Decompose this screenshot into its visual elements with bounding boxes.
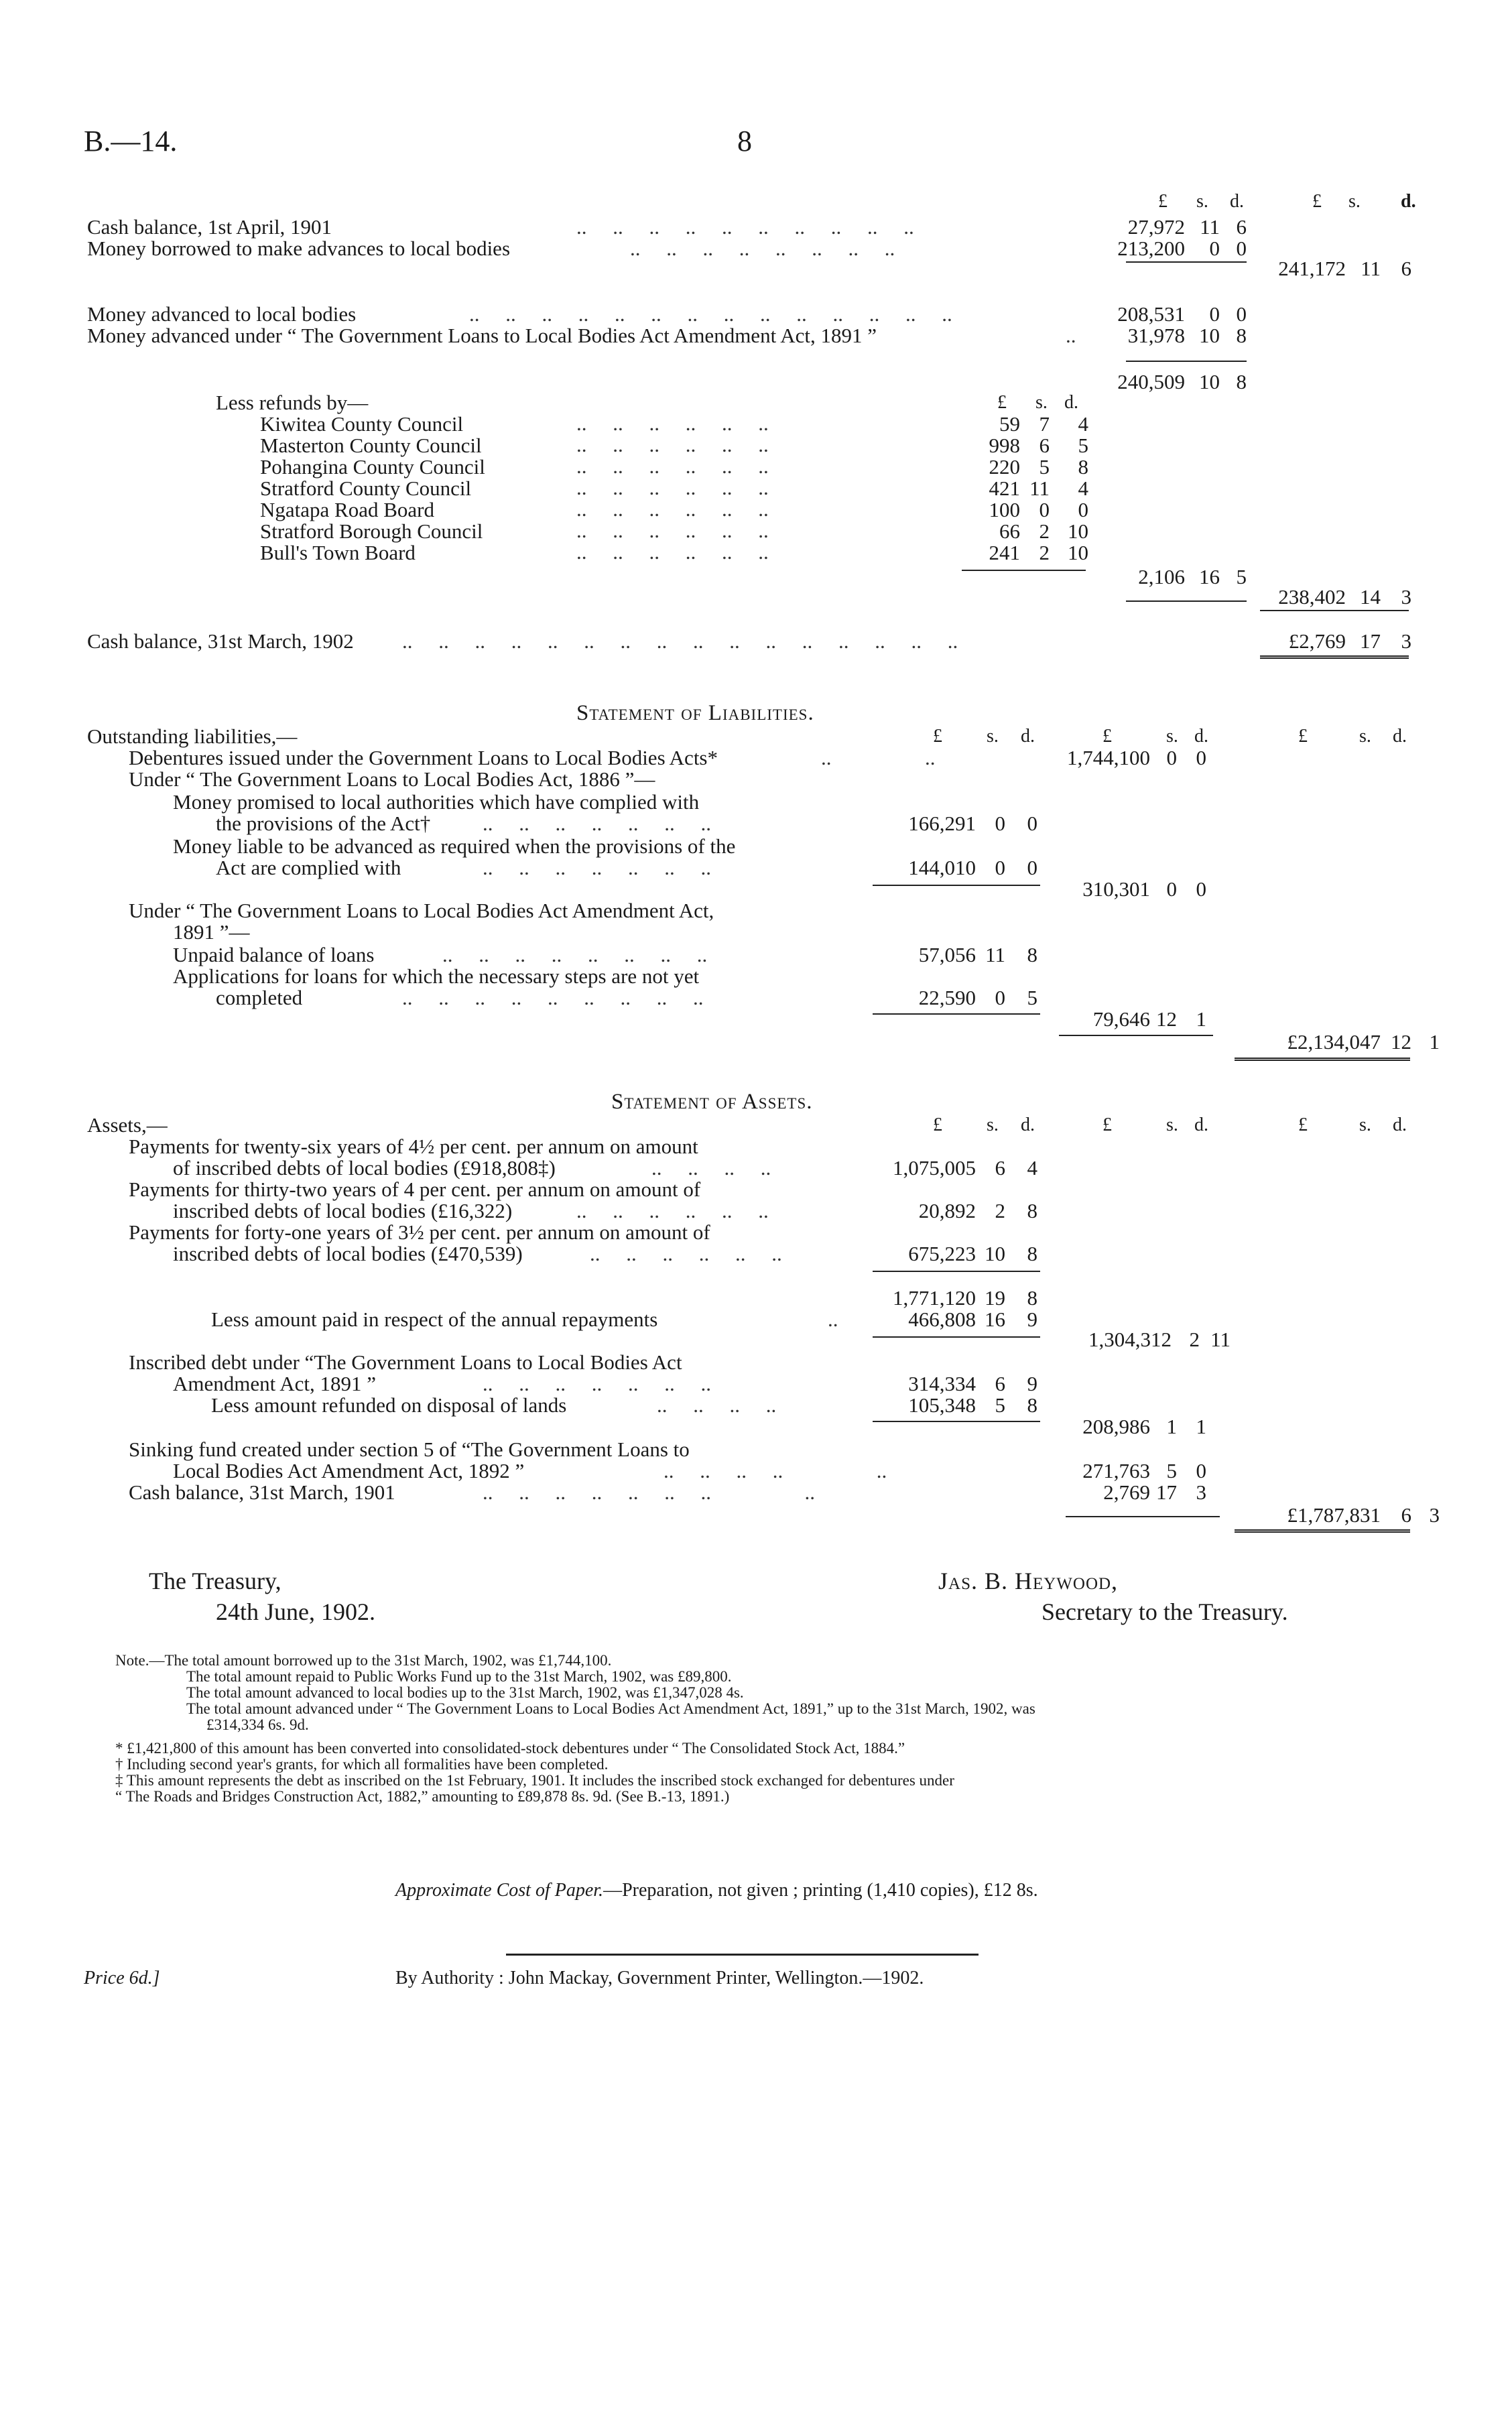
- refund-name: Bull's Town Board: [260, 541, 416, 564]
- sum-rule: [962, 570, 1086, 571]
- amount-shillings: 17: [1360, 629, 1381, 653]
- amount-pounds: 208,531: [1117, 302, 1185, 326]
- amount-shillings: 14: [1360, 585, 1381, 609]
- leader-dots: .. .. .. .. .. .. .. ..: [630, 237, 895, 260]
- col-pound: £: [997, 392, 1007, 413]
- col-pence-2: d.: [1401, 191, 1416, 212]
- payment-41yr-line1: Payments for forty-one years of 3½ per cent. per annum on amount of: [129, 1220, 710, 1244]
- amount-pence: 9: [1027, 1372, 1037, 1395]
- col-pence: d.: [1194, 726, 1208, 747]
- amount-shillings: 2: [1039, 519, 1050, 543]
- amount-shillings: 17: [1156, 1480, 1177, 1504]
- assets-intro: Assets,—: [87, 1113, 168, 1137]
- leader-dots: .. .. .. .. .. .. ..: [483, 812, 711, 835]
- amount-pence: 0: [1196, 1459, 1206, 1482]
- amount-pence: 0: [1196, 877, 1206, 901]
- amount-pence: 8: [1027, 1242, 1037, 1265]
- amount-pounds: 271,763: [1082, 1459, 1150, 1482]
- payment-41yr-line2: inscribed debts of local bodies (£470,539): [173, 1242, 523, 1265]
- leader-dots: .. ..: [821, 746, 936, 769]
- amount-pounds: 421: [989, 477, 1020, 500]
- amount-pence: 3: [1196, 1480, 1206, 1504]
- total-rule: [1235, 1529, 1410, 1533]
- col-pound: £: [933, 726, 942, 747]
- cash-balance-label: Cash balance, 31st March, 1901: [129, 1480, 395, 1504]
- amount-shillings: 2: [1189, 1328, 1200, 1351]
- amount-pounds: 100: [989, 498, 1020, 521]
- amount-pence: 1: [1196, 1007, 1206, 1031]
- leader-dots: ..: [828, 1308, 838, 1331]
- signatory-name: Jas. B. Heywood,: [938, 1568, 1119, 1594]
- promised-label-line1: Money promised to local authorities which have complied with: [173, 790, 700, 814]
- amount-pounds: 20,892: [918, 1199, 976, 1222]
- col-shilling: s.: [1166, 1115, 1178, 1135]
- act-1891-heading-line1: Under “ The Government Loans to Local Bodies Act Amendment Act,: [129, 899, 714, 922]
- liable-label-line2: Act are complied with: [216, 856, 401, 879]
- amount-pounds: 144,010: [908, 856, 976, 879]
- leader-dots: .. .. .. .. .. ..: [576, 1199, 769, 1222]
- leader-dots: ..: [1066, 324, 1076, 347]
- amount-pounds: 2,106: [1138, 565, 1185, 588]
- amount-shillings: 11: [985, 943, 1005, 966]
- amount-pounds: 105,348: [908, 1393, 976, 1417]
- amount-pence: 8: [1027, 1393, 1037, 1417]
- amount-pounds: 208,986: [1082, 1415, 1150, 1438]
- sum-rule: [1126, 261, 1247, 263]
- debentures-label: Debentures issued under the Government Loans to Local Bodies Acts*: [129, 746, 718, 769]
- refund-name: Ngatapa Road Board: [260, 498, 434, 521]
- cash-row-label: Cash balance, 1st April, 1901: [87, 215, 332, 239]
- footnote-line: * £1,421,800 of this amount has been converted into consolidated-stock debentures under “ The Consolidated Stock Act, 1884.”: [115, 1740, 905, 1757]
- refund-name: Stratford Borough Council: [260, 519, 483, 543]
- col-shilling: s.: [987, 1115, 999, 1135]
- act-1886-heading: Under “ The Government Loans to Local Bodies Act, 1886 ”—: [129, 767, 655, 791]
- amount-shillings: 10: [1199, 324, 1220, 347]
- less-repayments-label: Less amount paid in respect of the annual repayments: [211, 1308, 658, 1331]
- amount-shillings: 12: [1391, 1030, 1411, 1054]
- leader-dots: .. .. .. .. .. .. .. .. .. ..: [576, 215, 914, 239]
- amount-pence: 1: [1196, 1415, 1206, 1438]
- promised-label-line2: the provisions of the Act†: [216, 812, 431, 835]
- amount-pence: 3: [1401, 629, 1411, 653]
- amount-shillings: 5: [995, 1393, 1005, 1417]
- amount-pounds: 31,978: [1127, 324, 1185, 347]
- amount-pence: 5: [1236, 565, 1247, 588]
- amount-pence: 4: [1027, 1156, 1037, 1180]
- refund-name: Kiwitea County Council: [260, 412, 464, 436]
- col-pence: d.: [1021, 1115, 1035, 1135]
- amount-shillings: 11: [1029, 477, 1050, 500]
- refund-name: Pohangina County Council: [260, 455, 485, 479]
- col-shilling: s.: [1166, 726, 1178, 747]
- cash-row-label: Money advanced to local bodies: [87, 302, 357, 326]
- amount-shillings: 5: [1166, 1459, 1177, 1482]
- footnote-line: † Including second year's grants, for which all formalities have been completed.: [115, 1756, 609, 1773]
- leader-dots: .. .. .. ..: [651, 1156, 771, 1180]
- payment-32yr-line2: inscribed debts of local bodies (£16,322): [173, 1199, 513, 1222]
- amount-shillings: 16: [1199, 565, 1220, 588]
- act-1891-heading-line2: 1891 ”—: [173, 920, 250, 944]
- amount-pence: 0: [1236, 237, 1247, 260]
- refunds-title: Less refunds by—: [216, 391, 369, 414]
- note-line: The total amount advanced to local bodies up to the 31st March, 1902, was £1,347,028 4s.: [186, 1684, 744, 1701]
- amount-pence: 8: [1236, 324, 1247, 347]
- amount-shillings: 6: [1401, 1503, 1411, 1527]
- amount-pence: 10: [1068, 541, 1088, 564]
- amount-pence: 8: [1027, 1199, 1037, 1222]
- amount-shillings: 5: [1039, 455, 1050, 479]
- sum-rule: [873, 885, 1040, 886]
- col-shilling-2: s.: [1348, 191, 1361, 212]
- refunded-label: Less amount refunded on disposal of lands: [211, 1393, 567, 1417]
- amount-pounds: 66: [999, 519, 1020, 543]
- amount-pounds: 2,769: [1103, 1480, 1150, 1504]
- col-pound: £: [1102, 1115, 1112, 1135]
- printer-authority: By Authority : John Mackay, Government Printer, Wellington.—1902.: [395, 1968, 924, 1988]
- col-pound: £: [1298, 726, 1308, 747]
- amount-pounds: £1,787,831: [1287, 1503, 1381, 1527]
- payment-32yr-line1: Payments for thirty-two years of 4 per cent. per annum on amount of: [129, 1178, 701, 1201]
- leader-dots: .. .. .. .. ..: [664, 1459, 887, 1482]
- amount-shillings: 19: [985, 1286, 1005, 1310]
- price: Price 6d.]: [84, 1968, 160, 1988]
- liable-label-line1: Money liable to be advanced as required when the provisions of the: [173, 834, 736, 858]
- refund-name: Masterton County Council: [260, 434, 482, 457]
- amount-pounds: 213,200: [1117, 237, 1185, 260]
- amount-shillings: 0: [1209, 302, 1220, 326]
- amount-pounds: 1,075,005: [893, 1156, 976, 1180]
- sum-rule: [873, 1271, 1040, 1272]
- amount-pence: 0: [1078, 498, 1088, 521]
- amount-shillings: 2: [995, 1199, 1005, 1222]
- col-shilling: s.: [1359, 726, 1371, 747]
- leader-dots: .. .. .. ..: [657, 1393, 777, 1417]
- sum-rule: [1066, 1516, 1220, 1517]
- col-pence: d.: [1021, 726, 1035, 747]
- amount-pounds: 238,402: [1278, 585, 1346, 609]
- amount-pence: 9: [1027, 1308, 1037, 1331]
- amount-shillings: 7: [1039, 412, 1050, 436]
- col-pence-1: d.: [1230, 191, 1244, 212]
- col-pence: d.: [1393, 726, 1407, 747]
- cost-of-paper-text: —Preparation, not given ; printing (1,410 copies), £12 8s.: [603, 1880, 1038, 1901]
- amount-shillings: 2: [1039, 541, 1050, 564]
- leader-dots: .. .. .. .. .. .. .. .. .. .. .. .. .. ..: [469, 302, 952, 326]
- amount-shillings: 11: [1200, 215, 1220, 239]
- leader-dots: .. .. .. .. .. ..: [590, 1242, 782, 1265]
- amount-pence: 10: [1068, 519, 1088, 543]
- amount-pounds: 27,972: [1127, 215, 1185, 239]
- inscribed-debt-line1: Inscribed debt under “The Government Loans to Local Bodies Act: [129, 1350, 682, 1374]
- leader-dots: .. .. .. .. .. .. .. ..: [442, 943, 708, 966]
- col-pound-2: £: [1312, 191, 1322, 212]
- amount-pence: 0: [1027, 856, 1037, 879]
- amount-pence: 0: [1027, 812, 1037, 835]
- note-line: Note.—The total amount borrowed up to the 31st March, 1902, was £1,744,100.: [115, 1652, 612, 1669]
- liabilities-title: Statement of Liabilities.: [576, 701, 814, 725]
- amount-pounds: 998: [989, 434, 1020, 457]
- signoff-place: The Treasury,: [149, 1568, 281, 1594]
- amount-pence: 5: [1027, 986, 1037, 1009]
- applications-label-line2: completed: [216, 986, 303, 1009]
- footnote-line: “ The Roads and Bridges Construction Act, 1882,” amounting to £89,878 8s. 9d. (See B.-13, 1891.): [115, 1788, 730, 1805]
- amount-shillings: 10: [985, 1242, 1005, 1265]
- amount-pence: 3: [1401, 585, 1411, 609]
- sinking-fund-line1: Sinking fund created under section 5 of “The Government Loans to: [129, 1438, 690, 1461]
- sum-rule: [873, 1013, 1040, 1015]
- col-pound-1: £: [1158, 191, 1168, 212]
- amount-pounds: 1,744,100: [1067, 746, 1150, 769]
- amount-pence: 8: [1078, 455, 1088, 479]
- col-pence: d.: [1393, 1115, 1407, 1135]
- col-pence: d.: [1064, 392, 1078, 413]
- amount-pounds: 220: [989, 455, 1020, 479]
- refund-name: Stratford County Council: [260, 477, 472, 500]
- amount-pence: 6: [1236, 215, 1247, 239]
- amount-pounds: 241: [989, 541, 1020, 564]
- amount-pounds: 314,334: [908, 1372, 976, 1395]
- amount-shillings: 0: [1166, 877, 1177, 901]
- footnote-line: ‡ This amount represents the debt as inscribed on the 1st February, 1901. It includes the inscribed stock exchanged for debentures under: [115, 1772, 954, 1789]
- document-reference: B.—14.: [84, 125, 178, 157]
- amount-shillings: 0: [995, 986, 1005, 1009]
- cash-row-label: Money advanced under “ The Government Loans to Local Bodies Act Amendment Act, 1891 ”: [87, 324, 877, 347]
- amount-pounds: 1,771,120: [893, 1286, 976, 1310]
- amount-pence: 0: [1236, 302, 1247, 326]
- note-line: The total amount advanced under “ The Government Loans to Local Bodies Act Amendment Act, 1891,” up to the 31st March, 1902, was: [186, 1700, 1035, 1717]
- cash-row-label: Money borrowed to make advances to local bodies: [87, 237, 511, 260]
- amount-shillings: 0: [995, 812, 1005, 835]
- signatory-title: Secretary to the Treasury.: [1042, 1598, 1288, 1625]
- note-line: £314,334 6s. 9d.: [206, 1716, 309, 1733]
- amount-pounds: 22,590: [918, 986, 976, 1009]
- col-pound: £: [933, 1115, 942, 1135]
- amount-pounds: 79,646: [1092, 1007, 1150, 1031]
- signoff-date: 24th June, 1902.: [216, 1598, 375, 1625]
- sum-rule: [873, 1421, 1040, 1422]
- amount-shillings: 11: [1361, 257, 1381, 280]
- amount-pence: 8: [1027, 1286, 1037, 1310]
- amount-pounds: 166,291: [908, 812, 976, 835]
- amount-shillings: 6: [995, 1372, 1005, 1395]
- assets-title: Statement of Assets.: [611, 1090, 813, 1114]
- amount-pence: 5: [1078, 434, 1088, 457]
- amount-shillings: 1: [1166, 1415, 1177, 1438]
- amount-shillings: 0: [1039, 498, 1050, 521]
- sum-rule: [873, 1336, 1040, 1338]
- amount-pounds: 310,301: [1082, 877, 1150, 901]
- amount-shillings: 0: [995, 856, 1005, 879]
- payment-26yr-line2: of inscribed debts of local bodies (£918,808‡): [173, 1156, 556, 1180]
- leader-dots: .. .. .. .. .. .. .. .. .. .. .. .. .. .. .. ..: [402, 629, 958, 653]
- amount-pounds: 466,808: [908, 1308, 976, 1331]
- col-shilling: s.: [1359, 1115, 1371, 1135]
- liabilities-intro: Outstanding liabilities,—: [87, 724, 298, 748]
- amount-pence: 8: [1027, 943, 1037, 966]
- amount-shillings: 6: [1039, 434, 1050, 457]
- leader-dots: .. .. .. .. .. .. .. .. .. .. .. .. .. .. .. .. .. .. .. .. .. .. .. .. .. .. .. .. .. .. .. .. .. .. .. .. .. .. .. .. .. ..: [576, 411, 769, 564]
- col-pound: £: [1298, 1115, 1308, 1135]
- payment-26yr-line1: Payments for twenty-six years of 4½ per cent. per annum on amount: [129, 1135, 698, 1158]
- cost-of-paper: [395, 1880, 1038, 1901]
- amount-pounds: 57,056: [918, 943, 976, 966]
- leader-dots: .. .. .. .. .. .. ..: [483, 856, 711, 879]
- col-pound: £: [1102, 726, 1112, 747]
- amount-pence: 8: [1236, 370, 1247, 393]
- col-shilling-1: s.: [1196, 191, 1208, 212]
- sum-rule: [1059, 1035, 1213, 1036]
- sum-rule: [1126, 361, 1247, 362]
- amount-shillings: 0: [1209, 237, 1220, 260]
- amount-pence: 1: [1429, 1030, 1440, 1054]
- amount-pounds: 59: [999, 412, 1020, 436]
- amount-pounds: 240,509: [1117, 370, 1185, 393]
- cost-of-paper-label: Approximate Cost of Paper.: [395, 1880, 604, 1901]
- amount-pence: 6: [1401, 257, 1411, 280]
- amount-pounds: 675,223: [908, 1242, 976, 1265]
- col-shilling: s.: [987, 726, 999, 747]
- amount-shillings: 16: [985, 1308, 1005, 1331]
- leader-dots: .. .. .. .. .. .. ..: [483, 1372, 711, 1395]
- sinking-fund-line2: Local Bodies Act Amendment Act, 1892 ”: [173, 1459, 525, 1482]
- total-rule: [1260, 655, 1409, 659]
- amount-pounds: 1,304,312: [1088, 1328, 1172, 1351]
- leader-dots: .. .. .. .. .. .. .. ..: [483, 1480, 815, 1504]
- col-pence: d.: [1194, 1115, 1208, 1135]
- inscribed-debt-line2: Amendment Act, 1891 ”: [173, 1372, 377, 1395]
- amount-shillings: 6: [995, 1156, 1005, 1180]
- amount-pence: 4: [1078, 412, 1088, 436]
- unpaid-label: Unpaid balance of loans: [173, 943, 375, 966]
- amount-pounds: £2,134,047: [1287, 1030, 1381, 1054]
- amount-shillings: 12: [1156, 1007, 1177, 1031]
- note-line: The total amount repaid to Public Works Fund up to the 31st March, 1902, was £89,800.: [186, 1668, 732, 1685]
- amount-pence: 4: [1078, 477, 1088, 500]
- page-number: 8: [737, 125, 752, 157]
- sum-rule: [1260, 610, 1409, 611]
- col-shilling: s.: [1035, 392, 1048, 413]
- applications-label-line1: Applications for loans for which the necessary steps are not yet: [173, 964, 700, 988]
- amount-pence: 3: [1429, 1503, 1440, 1527]
- sum-rule: [1126, 600, 1247, 602]
- amount-pounds: £2,769: [1288, 629, 1346, 653]
- amount-pounds: 241,172: [1278, 257, 1346, 280]
- amount-shillings: 10: [1199, 370, 1220, 393]
- closing-label: Cash balance, 31st March, 1902: [87, 629, 354, 653]
- amount-pence: 11: [1210, 1328, 1231, 1351]
- leader-dots: .. .. .. .. .. .. .. .. ..: [402, 986, 704, 1009]
- amount-pence: 0: [1196, 746, 1206, 769]
- amount-shillings: 0: [1166, 746, 1177, 769]
- total-rule: [1235, 1058, 1410, 1061]
- footer-rule: [506, 1954, 979, 1956]
